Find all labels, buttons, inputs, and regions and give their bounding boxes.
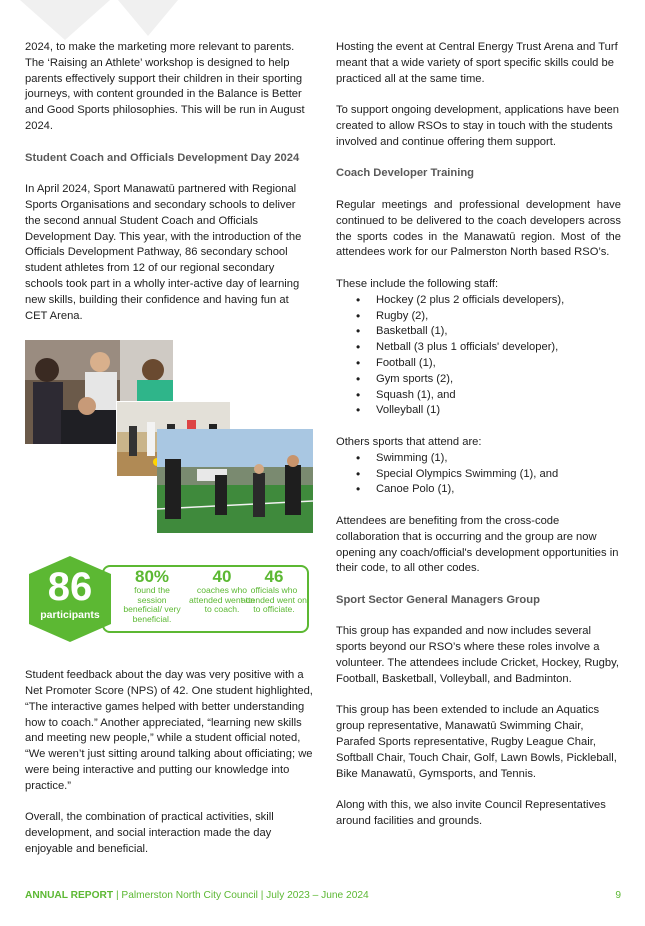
stat-description: found the session beneficial/ very beneficial. [123, 585, 181, 624]
stat-value: 46 [264, 567, 284, 587]
footer-text: | Palmerston North City Council | July 2023 – June 2024 [113, 890, 369, 901]
paragraph: Along with this, we also invite Council Representatives around facilities and grounds. [336, 799, 606, 828]
paragraph: Others sports that attend are: [336, 435, 482, 448]
staff-list [336, 293, 621, 419]
paragraph: Regular meetings and professional development have continued to be delivered to the coach developers across the sports codes in the Manawatū region. Most of the attendees work for our Palmerston North based RSO’s. [336, 198, 621, 259]
paragraph: Student feedback about the day was very positive with a Net Promoter Score (NPS) of 42. One student highlighted, “The interactive games helped with better understanding how to coach.” Another appreciated, “learning new skills and meeting new people,” while a student official noted, “We weren’t just sitting around talking about officiating; we were being interactive and putting our knowledge into practice.” [25, 669, 313, 792]
paragraph: This group has been extended to include an Aquatics group representative, Manawatū Swimming Chair, Parafed Sports representative, Rugby League Chair, Softball Chair, Touch Chair, Golf, Lawn Bowls, Pickleball, Bike Manawatū, Gymsports, and Tennis. [336, 704, 617, 780]
photo-collage [25, 340, 313, 534]
header-decoration [0, 0, 230, 40]
page-footer [25, 890, 621, 901]
list-item: • Hockey (2 plus 2 officials developers), [336, 293, 621, 309]
page-number: 9 [615, 890, 621, 901]
list-item: • Rugby (2), [336, 309, 621, 325]
others-list [336, 451, 621, 498]
photo-students-turf [157, 429, 313, 533]
stat-beneficial [119, 568, 185, 624]
section-heading-gm-group: Sport Sector General Managers Group [336, 593, 540, 606]
paragraph: 2024, to make the marketing more relevant to parents. The ‘Raising an Athlete’ workshop is designed to help parents effectively support their children in their sporting journeys, with content grounded in the Balance is Better and Good Sports philosophies. This will be run in August 2024. [25, 41, 305, 132]
paragraph: To support ongoing development, applications have been created to allow RSOs to stay in touch with the students involved and continue offering them support. [336, 104, 619, 148]
stat-value: 80% [134, 567, 170, 587]
right-column [336, 40, 621, 846]
paragraph: These include the following staff: [336, 277, 499, 290]
footer-title: ANNUAL REPORT [25, 890, 114, 901]
paragraph: Overall, the combination of practical activities, skill development, and social interaction made the day enjoyable and beneficial. [25, 811, 274, 855]
left-column [25, 40, 313, 874]
paragraph: Hosting the event at Central Energy Trust Arena and Turf meant that a wide variety of sport specific skills could be practiced all at the same time. [336, 41, 618, 85]
list-item: • Swimming (1), [336, 451, 621, 467]
stat-value: 40 [212, 567, 232, 587]
list-item: • Gym sports (2), [336, 372, 621, 388]
list-item: • Basketball (1), [336, 324, 621, 340]
participants-label: participants [40, 609, 100, 622]
stats-panel [23, 554, 311, 644]
stat-description: coaches who attended went on to coach. [189, 585, 255, 615]
section-heading-coach-developer: Coach Developer Training [336, 167, 475, 180]
paragraph: In April 2024, Sport Manawatū partnered with Regional Sports Organisations and secondary schools to deliver the second annual Student Coach and Officials Development Day. This year, with the introduction of the Officials Development Pathway, 86 secondary school student athletes from 12 of our regional secondary schools took part in a wholly inter-active day of learning new skills, building their confidence and having fun at CET Arena. [25, 183, 302, 322]
stat-description: officials who attended went on to officiate. [241, 585, 307, 615]
participants-count: 86 [47, 565, 93, 610]
paragraph: Attendees are benefiting from the cross-code collaboration that is occurring and the group are now opening any coach/official's development opportunities in their code, to all other codes. [336, 514, 619, 575]
stat-officials [241, 568, 307, 615]
list-item: • Squash (1), and [336, 388, 621, 404]
list-item: • Football (1), [336, 356, 621, 372]
section-heading-student-day: Student Coach and Officials Development Day 2024 [25, 151, 300, 164]
list-item: • Netball (3 plus 1 officials' developer), [336, 340, 621, 356]
list-item: • Special Olympics Swimming (1), and [336, 467, 621, 483]
list-item: • Volleyball (1) [336, 403, 621, 419]
paragraph: This group has expanded and now includes several sports beyond our RSO’s where these roles involve a volunteer. The attendees include Cricket, Hockey, Rugby, Football, Basketball, Volleyball, and Badminton. [336, 625, 619, 685]
list-item: • Canoe Polo (1), [336, 482, 621, 498]
